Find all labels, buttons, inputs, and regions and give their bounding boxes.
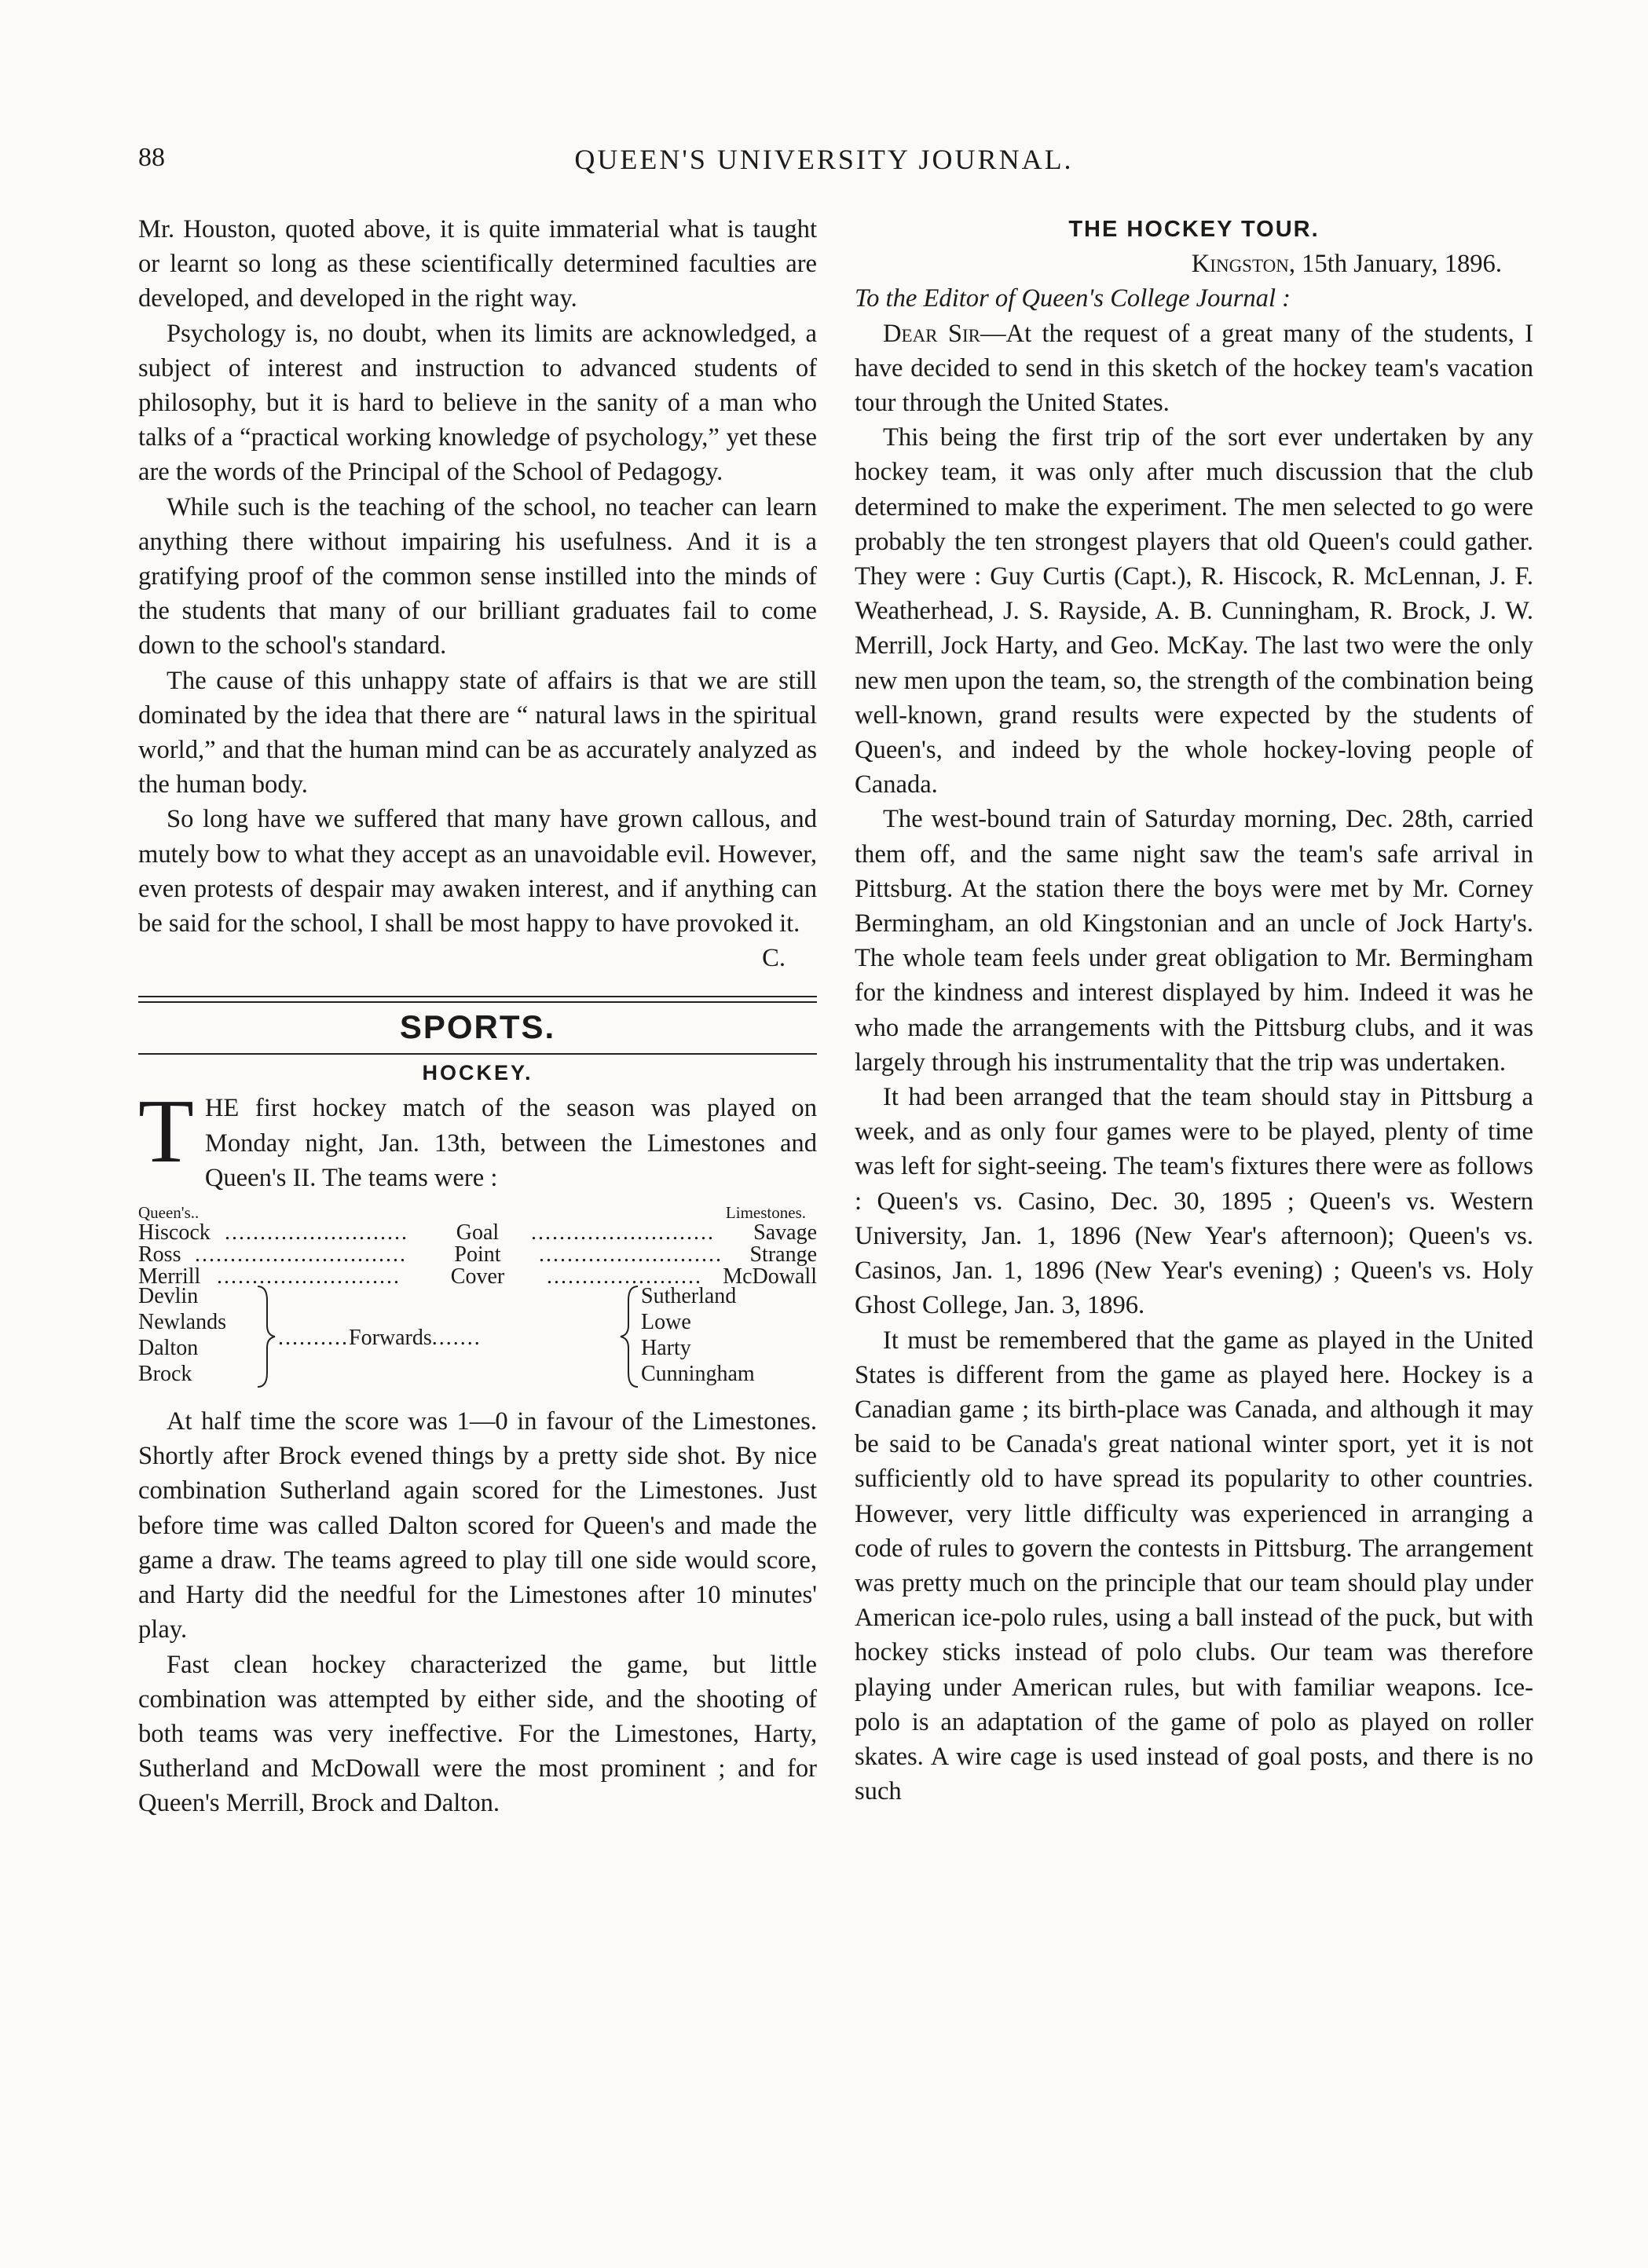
paragraph: While such is the teaching of the school, no teacher can learn anything there without impairing his usefulness. And it is a gratifying proof of the common sense instilled into the minds of the students that many of our brilliant graduates fail to come down to the school's standard. [138,492,817,660]
subhead-hockey: HOCKEY. [422,1061,533,1085]
team-lineup: Queen's.. Limestones. Hiscock .......................... Goal .......................... Savage Ross .............................. Point .......................... Strange Merrill .......................... Cover ...................... McDowall Devlin Newlands Dalton Brock ..........Forwards....... Sutherland Lowe Harty Cunningham [138,1195,817,1404]
lineup-header-limestones: Limestones. [725,1203,806,1223]
double-rule [138,996,817,1003]
paragraph: The west-bound train of Saturday morning, Dec. 28th, carried them off, and the same night saw the team's safe arrival in Pittsburg. At the station there the boys were met by Mr. Corney Bermingham, an old Kingstonian and an uncle of Jock Harty's. The whole team feels under great obligation to Mr. Bermingham for the kindness and interest displayed by him. Indeed it was he who made the arrangements with the Pittsburg clubs, and it was largely through his instrumentality that the trip was undertaken. [855,805,1533,1077]
forwards-position: ..........Forwards....... [278,1326,482,1351]
paragraph: Dear Sir—At the request of a great many of the students, I have decided to send in this sketch of the hockey team's vacation tour through the United States. [855,319,1533,418]
page-number: 88 [138,143,165,172]
right-brace [619,1285,639,1388]
paragraph: It had been arranged that the team should stay in Pittsburg a week, and as only four games were to be played, plenty of time was left for sight-seeing. The team's fixtures there were as follows : Queen's vs. Casino, Dec. 30, 1895 ; Queen's vs. Western University, Jan. 1, 1896 (New Year's afternoon); Queen's vs. Casinos, Jan. 1, 1896 (New Year's evening) ; Queen's vs. Holy Ghost College, Jan. 3, 1896. [855,1083,1533,1320]
paragraph: It must be remembered that the game as played in the United States is different from the game as played here. Hockey is a Canadian game ; its birth-place was Canada, and although it may be said to be Canada's great national winter sport, yet it is not sufficiently old to have spread its popularity to other countries. However, very little difficulty was experienced in arranging a code of rules to govern the contests in Pittsburg. The arrangement was pretty much on the principle that our team should play under American ice-polo rules, using a ball instead of the puck, but with hockey sticks instead of polo clubs. Our team was therefore playing under American rules, but with familiar weapons. Ice-polo is an adaptation of the game of polo as played on roller skates. A wire cage is used instead of goal posts, and there is no such [855,1326,1533,1806]
paragraph: So long have we suffered that many have grown callous, and mutely bow to what they accept as an unavoidable evil. However, even protests of despair may awaken interest, and if anything can be said for the school, I shall be most happy to have provoked it. [138,805,817,938]
forwards-queens: Devlin Newlands Dalton Brock [138,1284,226,1387]
paragraph: This being the first trip of the sort ever undertaken by any hockey team, it was only after much discussion that the club determined to make the experiment. The men selected to go were probably the ten strongest players that old Queen's could gather. They were : Guy Curtis (Capt.), R. Hiscock, R. McLennan, J. F. Weatherhead, J. S. Rayside, A. B. Cunningham, R. Brock, J. W. Merrill, Jock Harty, and Geo. McKay. The last two were the only new men upon the team, so, the strength of the combination being well-known, grand results were expected by the students of Queen's, and indeed by the whole hockey-loving people of Canada. [855,423,1533,799]
section-title-sports: SPORTS. [399,1008,556,1046]
paragraph: At half time the score was 1—0 in favour of the Limestones. Shortly after Brock evened things by a pretty side shot. By nice combination Sutherland again scored for the Limestones. Just before time was called Dalton scored for Queen's and made the game a draw. The teams agreed to play till one side would score, and Harty did the needful for the Limestones after 10 minutes' play. [138,1407,817,1644]
left-brace [256,1285,276,1388]
salutation: To the Editor of Queen's College Journal : [855,284,1291,313]
running-title: QUEEN'S UNIVERSITY JOURNAL. [574,144,1074,175]
forwards-limestones: Sutherland Lowe Harty Cunningham [641,1284,755,1387]
hockey-paragraph: THE first hockey match of the season was played on Monday night, Jan. 13th, between the Limestones and Queen's II. The teams were : [138,1081,817,1192]
article-title-hockey-tour: THE HOCKEY TOUR. [1068,217,1320,242]
paragraph: The cause of this unhappy state of affairs is that we are still dominated by the idea that there are “ natural laws in the spiritual world,” and that the human mind can be as accurately analyzed as the human body. [138,666,817,799]
right-column [855,212,1533,1809]
left-column [138,212,817,1821]
paragraph: Fast clean hockey characterized the game, but little combination was attempted by either side, and the shooting of both teams was very ineffective. For the Limestones, Harty, Sutherland and McDowall were the most prominent ; and for Queen's Merrill, Brock and Dalton. [138,1650,817,1818]
paragraph: Mr. Houston, quoted above, it is quite immaterial what is taught or learnt so long as these scientifically determined faculties are developed, and developed in the right way. [138,215,817,313]
drop-cap: T [138,1081,194,1183]
dateline: Kingston, 15th January, 1896. [1191,250,1502,279]
signature: C. [762,944,786,973]
paragraph: Psychology is, no doubt, when its limits are acknowledged, a subject of interest and instruction to advanced students of philosophy, but it is hard to believe in the sanity of a man who talks of a “practical working knowledge of psychology,” yet these are the words of the Principal of the School of Pedagogy. [138,319,817,487]
lineup-header-queens: Queen's.. [138,1203,200,1223]
